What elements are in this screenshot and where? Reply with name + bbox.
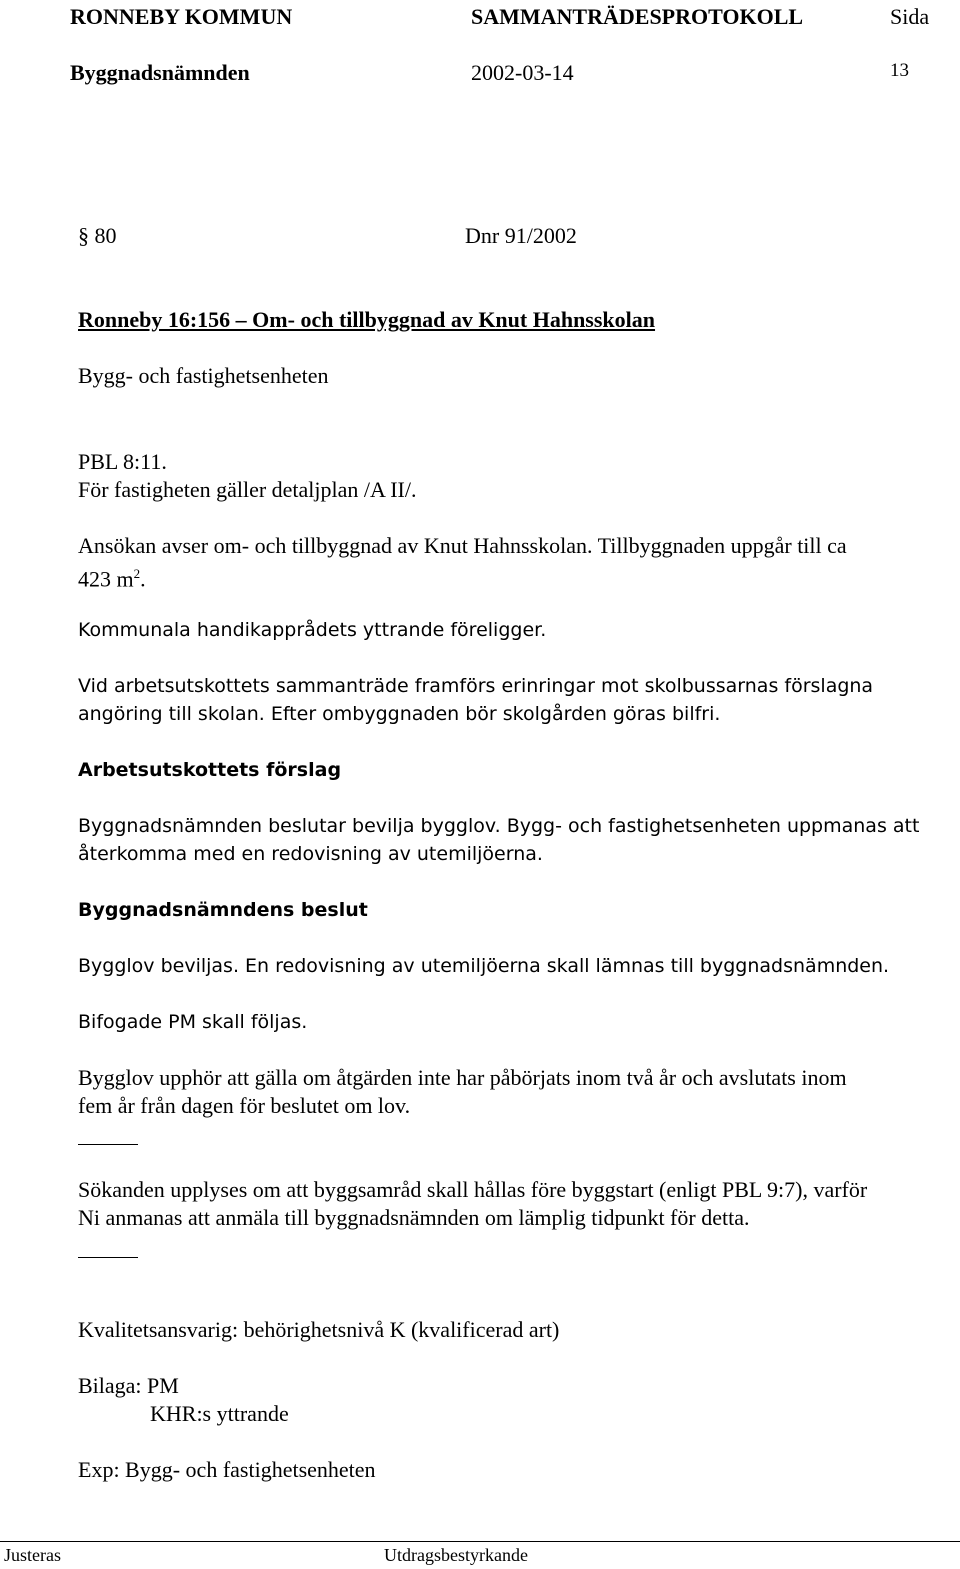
expedition: Exp: Bygg- och fastighetsenheten — [78, 1457, 376, 1482]
decision-line-2: Bifogade PM skall följas. — [78, 1011, 308, 1033]
department: Bygg- och fastighetsenheten — [78, 363, 329, 388]
notice-line-2: Ni anmanas att anmäla till byggnadsnämnden om lämplig tidpunkt för detta. — [78, 1205, 750, 1230]
section-number: 80 — [94, 223, 117, 248]
footer-excerpt: Utdragsbestyrkande — [384, 1545, 528, 1565]
proposal-line-1: Byggnadsnämnden beslutar bevilja bygglov. Bygg- och fastighetsenheten uppmanas att — [78, 815, 920, 837]
notice-line-1: Sökanden upplyses om att byggsamråd skall hållas före byggstart (enligt PBL 9:7), varför — [78, 1177, 868, 1202]
proposal-line-2: återkomma med en redovisning av utemiljöerna. — [78, 843, 543, 865]
separator-rule-2 — [78, 1257, 138, 1258]
attachment-item: KHR:s yttrande — [150, 1401, 289, 1426]
dnr: Dnr 91/2002 — [465, 223, 577, 248]
area-unit-exponent: 2 — [133, 566, 141, 581]
pbl-reference: PBL 8:11. — [78, 449, 167, 474]
paragraph-sign: § — [78, 223, 89, 248]
quality-responsible: Kvalitetsansvarig: behörighetsnivå K (kvalificerad art) — [78, 1317, 560, 1342]
footer-adjusted: Justeras — [4, 1545, 61, 1565]
meeting-line-2: angöring till skolan. Efter ombyggnaden bör skolgården göras bilfri. — [78, 703, 721, 725]
separator-rule-1 — [78, 1144, 138, 1145]
meeting-line-1: Vid arbetsutskottets sammanträde framförs erinringar mot skolbussarnas förslagna — [78, 675, 874, 697]
decision-heading: Byggnadsnämndens beslut — [78, 899, 368, 921]
section-heading — [78, 222, 117, 250]
validity-line-2: fem år från dagen för beslutet om lov. — [78, 1093, 411, 1118]
application-end: . — [140, 566, 146, 592]
detail-plan: För fastigheten gäller detaljplan /A II/. — [78, 477, 417, 502]
attachments-label: Bilaga: PM — [78, 1373, 179, 1398]
validity-line-1: Bygglov upphör att gälla om åtgärden inte har påbörjats inom två år och avslutats inom — [78, 1065, 847, 1090]
page-label: Sida — [890, 4, 930, 29]
committee-name: Byggnadsnämnden — [70, 60, 250, 85]
application-area: 423 m — [78, 566, 134, 592]
application-line-1: Ansökan avser om- och tillbyggnad av Knut Hahnsskolan. Tillbyggnaden uppgår till ca — [78, 533, 847, 558]
municipality-name: RONNEBY KOMMUN — [70, 4, 293, 29]
handicap-statement: Kommunala handikapprådets yttrande föreligger. — [78, 619, 547, 641]
section-title: Ronneby 16:156 – Om- och tillbyggnad av Knut Hahnsskolan — [78, 307, 656, 332]
application-line-2 — [78, 560, 146, 593]
footer-rule — [0, 1541, 960, 1542]
page-number: 13 — [890, 60, 909, 81]
meeting-date: 2002-03-14 — [471, 60, 574, 85]
decision-line-1: Bygglov beviljas. En redovisning av utemiljöerna skall lämnas till byggnadsnämnden. — [78, 955, 890, 977]
proposal-heading: Arbetsutskottets förslag — [78, 759, 342, 781]
document-type: SAMMANTRÄDESPROTOKOLL — [471, 4, 804, 29]
